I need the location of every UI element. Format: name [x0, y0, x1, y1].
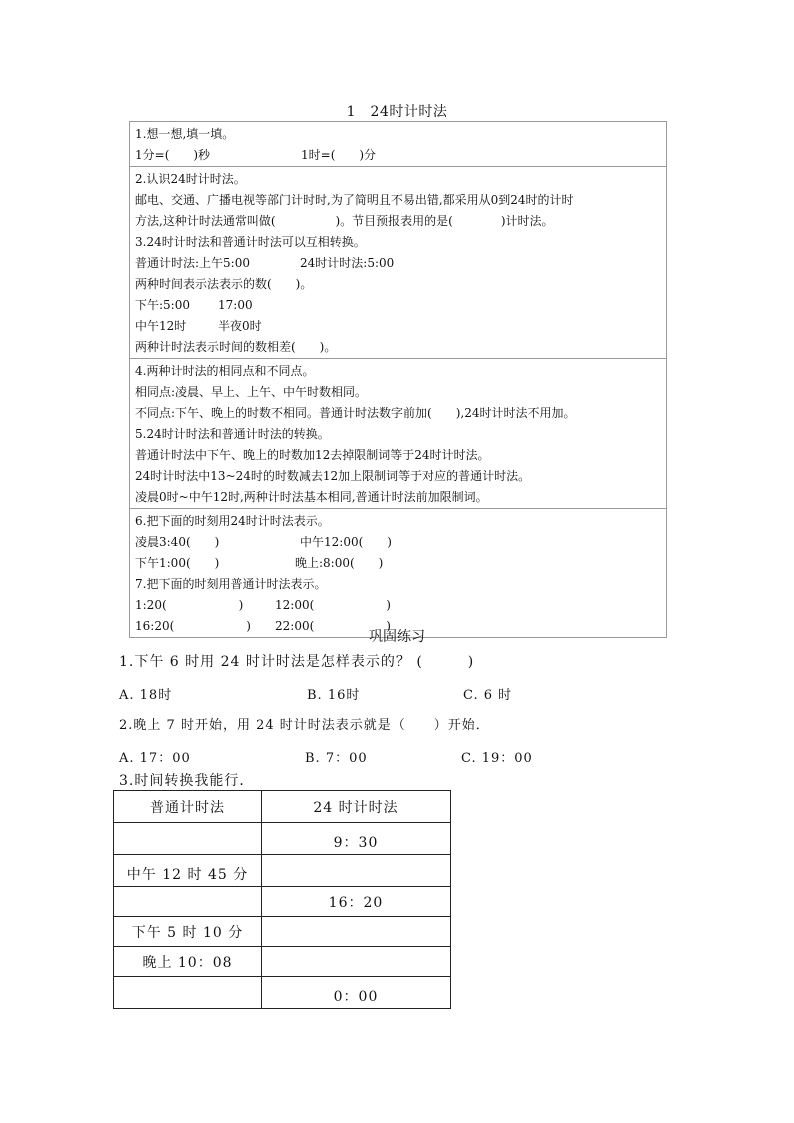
normal-time-cell: 中午 12 时 45 分	[114, 855, 262, 887]
notes-line-pair	[135, 532, 661, 553]
table-row	[114, 977, 451, 1009]
notes-line: 方法,这种计时法通常叫做( )。节目预报表用的是( )计时法。	[135, 214, 554, 228]
fill-blank-seconds: 1分=( )秒	[135, 148, 211, 162]
question-3: 3.时间转换我能行．	[119, 773, 255, 789]
fill-blank: 1:20( )	[135, 598, 244, 612]
normal-time-cell[interactable]	[114, 887, 262, 917]
notes-line-pair	[135, 553, 661, 574]
notes-box-1	[130, 122, 666, 166]
fill-blank: 下午1:00( )	[135, 556, 220, 570]
time-conversion-table	[113, 790, 451, 1009]
fill-blank: 12:00( )	[275, 598, 391, 612]
notes-line-pair	[135, 145, 661, 166]
notes-line-pair	[135, 253, 661, 274]
table-row	[114, 823, 451, 855]
24h-time-cell[interactable]	[262, 855, 451, 887]
notes-line: 7.把下面的时刻用普通计时法表示。	[135, 577, 327, 591]
afternoon-24h-example: 17:00	[218, 298, 253, 312]
fill-blank-minutes: 1时=( )分	[301, 148, 377, 162]
q2-option-b: B. 7：00	[305, 751, 368, 766]
q1-option-c: C. 6 时	[463, 688, 513, 703]
notes-line: 凌晨0时~中午12时,两种计时法基本相同,普通计时法前加限制词。	[135, 490, 488, 504]
notes-line: 3.24时计时法和普通计时法可以互相转换。	[135, 235, 366, 249]
table-row	[114, 917, 451, 947]
question-2: 2.晚上 7 时开始，用 24 时计时法表示就是（ ）开始．	[119, 718, 490, 733]
table-row	[114, 887, 451, 917]
normal-time-cell: 下午 5 时 10 分	[114, 917, 262, 947]
table-row	[114, 947, 451, 977]
24h-time-cell: 9：30	[262, 823, 451, 855]
practice-title: 巩固练习	[369, 629, 425, 645]
table-row	[114, 855, 451, 887]
24h-time-cell: 16：20	[262, 887, 451, 917]
normal-time-cell[interactable]	[114, 823, 262, 855]
fill-blank: 16:20( )	[135, 619, 251, 633]
normal-time-cell: 晚上 10：08	[114, 947, 262, 977]
q2-option-a: A. 17：00	[119, 751, 191, 766]
header-24h-time: 24 时计时法	[262, 791, 451, 823]
question-1: 1.下午 6 时用 24 时计时法是怎样表示的？ ( )	[119, 654, 475, 670]
noon-example: 中午12时	[135, 319, 187, 333]
normal-time-cell[interactable]	[114, 977, 262, 1009]
fill-blank: 凌晨3:40( )	[135, 535, 220, 549]
notes-line: 两种计时法表示时间的数相差( )。	[135, 340, 337, 354]
notes-line: 相同点:凌晨、早上、上午、中午时数相同。	[135, 385, 368, 399]
24h-time-cell[interactable]	[262, 917, 451, 947]
notes-line: 1.想一想,填一填。	[135, 127, 235, 141]
24h-time-cell[interactable]	[262, 947, 451, 977]
notes-line: 不同点:下午、晚上的时数不相同。普通计时法数字前加( ),24时计时法不用加。	[135, 406, 576, 420]
fill-blank: 晚上:8:00( )	[295, 556, 384, 570]
notes-line: 普通计时法中下午、晚上的时数加12去掉限制词等于24时计时法。	[135, 448, 490, 462]
normal-time-example: 普通计时法:上午5:00	[135, 256, 250, 270]
q1-option-b: B. 16时	[307, 688, 361, 703]
afternoon-example: 下午:5:00	[135, 298, 190, 312]
notes-line: 6.把下面的时刻用24时计时法表示。	[135, 514, 330, 528]
midnight-example: 半夜0时	[218, 319, 262, 333]
notes-line: 4.两种计时法的相同点和不同点。	[135, 364, 315, 378]
page-title: 1 24时计时法	[346, 104, 448, 120]
notes-line-pair	[135, 595, 661, 616]
fill-blank: 中午12:00( )	[300, 535, 392, 549]
notes-box-2	[130, 166, 666, 358]
table-header-row	[114, 791, 451, 823]
notes-line-pair	[135, 316, 661, 337]
notes-line: 邮电、交通、广播电视等部门计时时,为了简明且不易出错,都采用从0到24时的计时	[135, 193, 574, 207]
notes-box-4	[130, 508, 666, 637]
24h-time-example: 24时计时法:5:00	[300, 256, 395, 270]
q2-option-c: C. 19：00	[461, 751, 533, 766]
header-normal-time: 普通计时法	[114, 791, 262, 823]
24h-time-cell: 0：00	[262, 977, 451, 1009]
notes-line-pair	[135, 295, 661, 316]
notes-box-3	[130, 358, 666, 508]
notes-line: 24时计时法中13~24时的时数减去12加上限制词等于对应的普通计时法。	[135, 469, 531, 483]
notes-line: 5.24时计时法和普通计时法的转换。	[135, 427, 330, 441]
notes-line: 2.认识24时计时法。	[135, 172, 246, 186]
q1-option-a: A. 18时	[119, 688, 173, 703]
notes-line: 两种时间表示法表示的数( )。	[135, 277, 313, 291]
notes-panel	[129, 121, 667, 638]
fill-blank: 22:00( )	[275, 619, 391, 633]
